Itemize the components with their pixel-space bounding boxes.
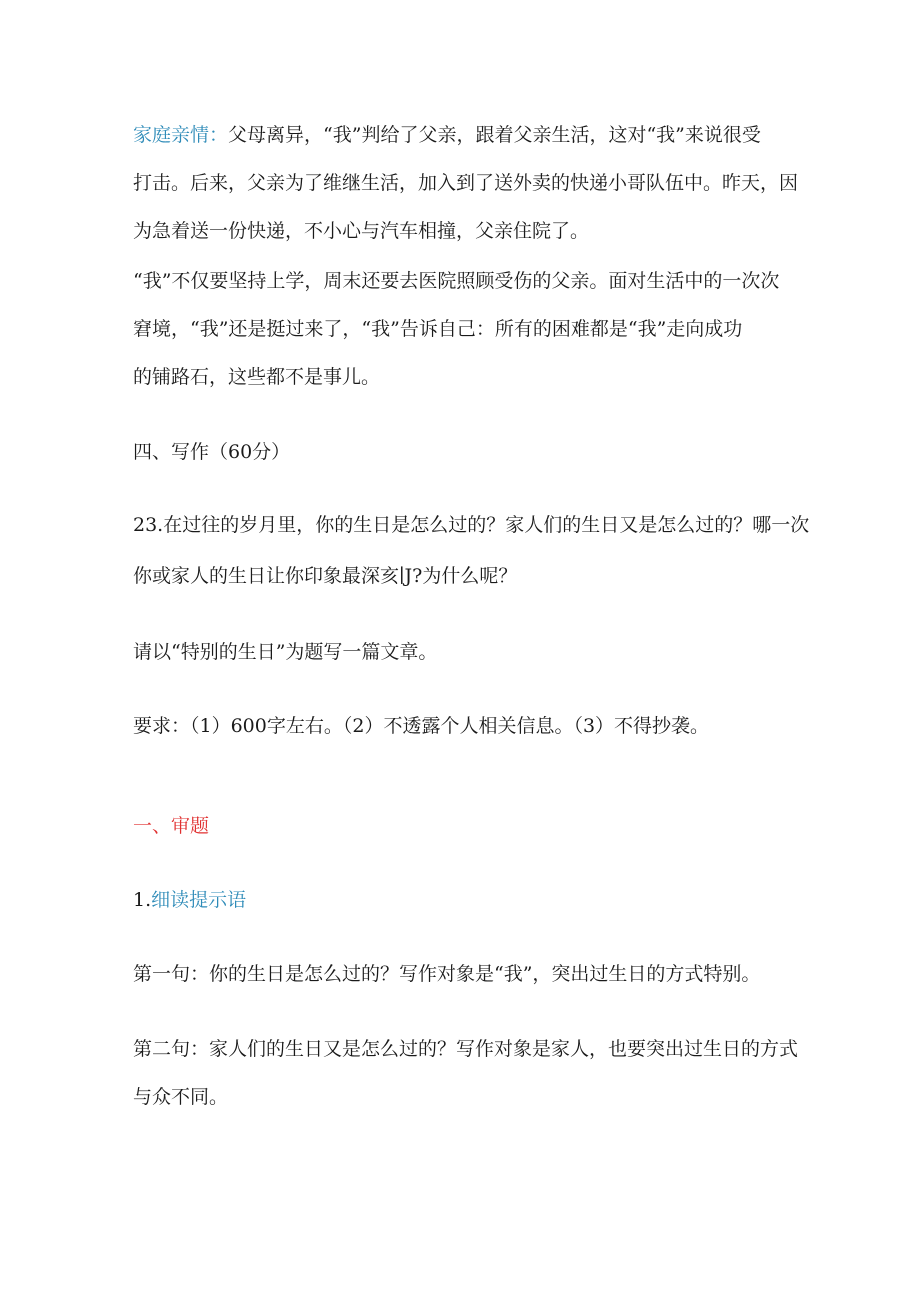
second-sentence-line-2: 与众不同。 bbox=[133, 1086, 229, 1108]
question-line-1: 23.在过往的岁月里，你的生日是怎么过的？家人们的生日又是怎么过的？哪一次 bbox=[133, 514, 810, 536]
second-sentence-line-1: 第二句：家人们的生日又是怎么过的？写作对象是家人，也要突出过生日的方式 bbox=[133, 1038, 799, 1060]
family-line-1-text: 父母离异，“我”判给了父亲，跟着父亲生活，这对“我”来说很受 bbox=[228, 124, 761, 146]
family-line-2: 打击。后来，父亲为了维继生活，加入到了送外卖的快递小哥队伍中。昨天，因 bbox=[133, 172, 799, 194]
struggle-line-3: 的铺路石，这些都不是事儿。 bbox=[133, 366, 381, 388]
family-line-3: 为急着送一份快递，不小心与汽车相撞，父亲住院了。 bbox=[133, 220, 590, 242]
struggle-paragraph bbox=[133, 257, 813, 401]
subheading-text: 细读提示语 bbox=[151, 889, 247, 911]
family-label: 家庭亲情： bbox=[133, 124, 229, 146]
analysis-heading: 一、审题 bbox=[133, 815, 210, 837]
requirements: 要求：（1）600字左右。（2）不透露个人相关信息。（3）不得抄袭。 bbox=[133, 715, 710, 737]
subheading bbox=[133, 888, 246, 912]
subheading-number: 1. bbox=[133, 889, 152, 911]
struggle-line-1: “我”不仅要坚持上学，周末还要去医院照顾受伤的父亲。面对生活中的一次次 bbox=[133, 270, 780, 292]
writing-prompt: 请以“特别的生日”为题写一篇文章。 bbox=[133, 641, 438, 663]
first-sentence: 第一句：你的生日是怎么过的？写作对象是“我”，突出过生日的方式特别。 bbox=[133, 963, 761, 985]
struggle-line-2: 窘境，“我”还是挺过来了，“我”告诉自己：所有的困难都是“我”走向成功 bbox=[133, 318, 743, 340]
family-line-1 bbox=[133, 111, 813, 159]
question-paragraph bbox=[133, 499, 813, 600]
question-line-2: 你或家人的生日让你印象最深亥∣J?为什么呢？ bbox=[133, 565, 518, 587]
family-paragraph bbox=[133, 111, 813, 255]
second-sentence bbox=[133, 1025, 813, 1121]
writing-heading: 四、写作（60分） bbox=[133, 441, 291, 463]
